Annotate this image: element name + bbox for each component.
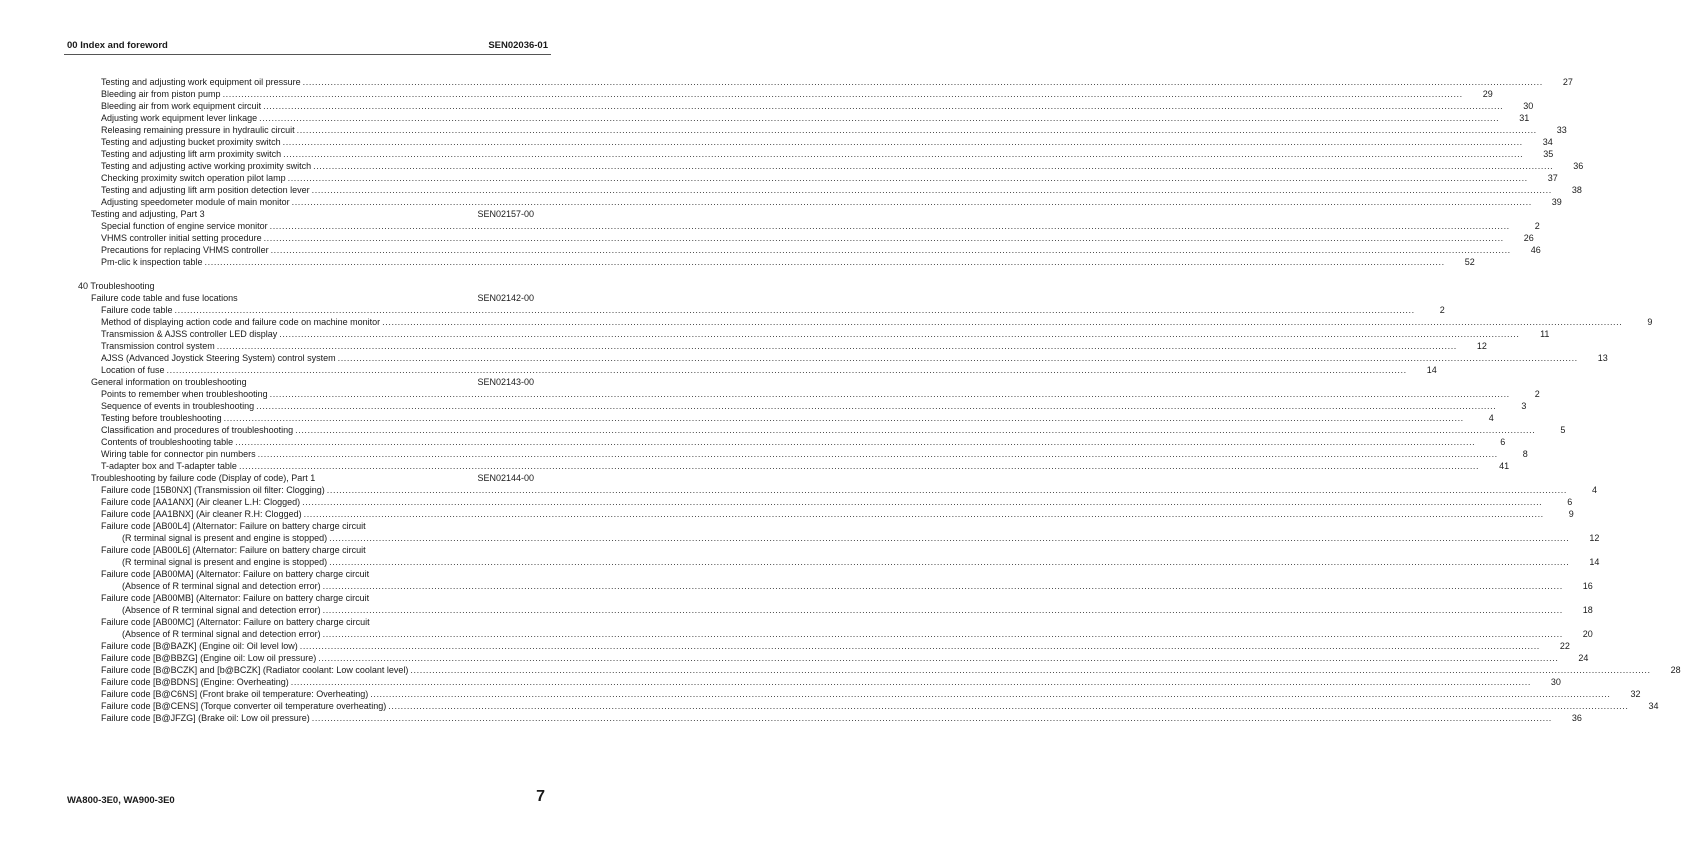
toc-page-number: 27 — [1562, 77, 1573, 87]
toc-leader-dots: ................................................................................................................................................................................................................................................................................................................................................................................................................ — [329, 533, 1570, 543]
toc-entry — [122, 604, 1593, 616]
toc-entry-title: Failure code [AA1BNX] (Air cleaner R.H: Clogged) — [101, 509, 302, 519]
toc-group-code: SEN02157-00 — [477, 209, 534, 219]
toc-leader-dots: ................................................................................................................................................................................................................................................................................................................................................................................................................ — [282, 137, 1523, 147]
toc-entry-title: Classification and procedures of troubleshooting — [101, 425, 294, 435]
toc-leader-dots: ................................................................................................................................................................................................................................................................................................................................................................................................................ — [322, 605, 1563, 615]
toc-entry-title: Failure code [AB00MC] (Alternator: Failure on battery charge circuit — [101, 617, 370, 627]
toc-leader-dots: ................................................................................................................................................................................................................................................................................................................................................................................................................ — [223, 413, 1464, 423]
toc-entry-title: Checking proximity switch operation pilot lamp — [101, 173, 286, 183]
toc-page-number: 3 — [1521, 401, 1527, 411]
toc-entry-title: Failure code [B@BBZG] (Engine oil: Low oil pressure) — [101, 653, 317, 663]
toc-entry — [101, 496, 1573, 508]
toc-leader-dots: ................................................................................................................................................................................................................................................................................................................................................................................................................ — [302, 497, 1543, 507]
toc-entry-title: Failure code [B@BDNS] (Engine: Overheating) — [101, 677, 289, 687]
toc-page-number: 33 — [1556, 125, 1567, 135]
toc-entry — [122, 532, 1600, 544]
toc-entry-title: Failure code [AA1ANX] (Air cleaner L.H: Clogged) — [101, 497, 301, 507]
toc-entry — [101, 184, 1582, 196]
toc-entry — [101, 388, 1540, 400]
toc-group-code: SEN02142-00 — [477, 293, 534, 303]
toc-entry — [101, 424, 1566, 436]
toc-page-number: 14 — [1589, 557, 1600, 567]
toc-entry-line — [101, 592, 534, 604]
toc-page-number: 46 — [1530, 245, 1541, 255]
toc-page-number: 11 — [1540, 329, 1550, 339]
toc-entry-title: Testing and adjusting active working proximity switch — [101, 161, 312, 171]
toc-leader-dots: ................................................................................................................................................................................................................................................................................................................................................................................................................ — [329, 557, 1570, 567]
toc-entry-title: T-adapter box and T-adapter table — [101, 461, 237, 471]
toc-entry-title: Precautions for replacing VHMS controller — [101, 245, 269, 255]
toc-group-title: Failure code table and fuse locations — [91, 293, 238, 303]
toc-leader-dots: ................................................................................................................................................................................................................................................................................................................................................................................................................ — [263, 233, 1504, 243]
toc-group-code: SEN02144-00 — [477, 473, 534, 483]
toc-entry — [101, 340, 1487, 352]
toc-leader-dots: ................................................................................................................................................................................................................................................................................................................................................................................................................ — [370, 689, 1611, 699]
toc-entry — [122, 628, 1593, 640]
toc-entry-title: Adjusting speedometer module of main monitor — [101, 197, 290, 207]
toc-entry — [101, 244, 1541, 256]
toc-entry — [101, 196, 1562, 208]
toc-page-number: 2 — [1534, 221, 1540, 231]
toc-group-heading — [91, 292, 534, 304]
toc-page-number: 30 — [1550, 677, 1561, 687]
toc-entry-title: Testing before troubleshooting — [101, 413, 222, 423]
toc-page-number: 13 — [1597, 353, 1608, 363]
toc-page-number: 37 — [1547, 173, 1558, 183]
toc-entry — [101, 664, 1681, 676]
toc-entry-title: Failure code [AB00L4] (Alternator: Failure on battery charge circuit — [101, 521, 366, 531]
toc-leader-dots: ................................................................................................................................................................................................................................................................................................................................................................................................................ — [263, 101, 1504, 111]
toc-page-number: 24 — [1578, 653, 1589, 663]
toc-entry — [101, 700, 1659, 712]
toc-leader-dots: ................................................................................................................................................................................................................................................................................................................................................................................................................ — [287, 173, 1528, 183]
toc-entry-line — [101, 520, 534, 532]
toc-leader-dots: ................................................................................................................................................................................................................................................................................................................................................................................................................ — [322, 581, 1563, 591]
toc-entry-title: (Absence of R terminal signal and detection error) — [122, 605, 321, 615]
toc-leader-dots: ................................................................................................................................................................................................................................................................................................................................................................................................................ — [174, 305, 1415, 315]
toc-entry — [101, 316, 1653, 328]
toc-page-number: 36 — [1573, 161, 1584, 171]
toc-page-number: 52 — [1464, 257, 1475, 267]
toc-entry-line — [101, 616, 534, 628]
toc-leader-dots: ................................................................................................................................................................................................................................................................................................................................................................................................................ — [313, 161, 1554, 171]
toc-entry — [101, 448, 1528, 460]
toc-entry-title: Bleeding air from piston pump — [101, 89, 221, 99]
toc-entry — [101, 652, 1589, 664]
toc-entry — [101, 400, 1527, 412]
toc-entry — [101, 112, 1530, 124]
toc-leader-dots: ................................................................................................................................................................................................................................................................................................................................................................................................................ — [204, 257, 1445, 267]
footer-model: WA800-3E0, WA900-3E0 — [67, 795, 175, 806]
toc-page-number: 6 — [1567, 497, 1573, 507]
toc-entry-title: Failure code [AB00L6] (Alternator: Failure on battery charge circuit — [101, 545, 366, 555]
toc-page-number: 34 — [1542, 137, 1553, 147]
toc-leader-dots: ................................................................................................................................................................................................................................................................................................................................................................................................................ — [235, 437, 1476, 447]
toc-page-number: 28 — [1670, 665, 1681, 675]
toc-entry-title: Adjusting work equipment lever linkage — [101, 113, 258, 123]
toc-page-number: 30 — [1523, 101, 1534, 111]
toc-entry-title: Method of displaying action code and failure code on machine monitor — [101, 317, 381, 327]
toc-entry-title: (Absence of R terminal signal and detection error) — [122, 629, 321, 639]
toc-page-number: 4 — [1591, 485, 1597, 495]
toc-entry-title: Testing and adjusting lift arm proximity switch — [101, 149, 282, 159]
toc-leader-dots: ................................................................................................................................................................................................................................................................................................................................................................................................................ — [410, 665, 1651, 675]
toc-entry-title: Failure code [B@C6NS] (Front brake oil temperature: Overheating) — [101, 689, 369, 699]
toc-entry-title: AJSS (Advanced Joystick Steering System) control system — [101, 353, 336, 363]
toc-leader-dots: ................................................................................................................................................................................................................................................................................................................................................................................................................ — [256, 401, 1497, 411]
toc-page-number: 9 — [1647, 317, 1653, 327]
toc-page-number: 35 — [1543, 149, 1554, 159]
toc-entry-title: Location of fuse — [101, 365, 165, 375]
toc-entry — [101, 436, 1506, 448]
toc-page-number: 29 — [1482, 89, 1493, 99]
toc-page-number: 2 — [1534, 389, 1540, 399]
toc-leader-dots: ................................................................................................................................................................................................................................................................................................................................................................................................................ — [269, 221, 1510, 231]
toc-leader-dots: ................................................................................................................................................................................................................................................................................................................................................................................................................ — [322, 629, 1563, 639]
toc-entry — [101, 232, 1534, 244]
toc-entry — [101, 136, 1553, 148]
toc-leader-dots: ................................................................................................................................................................................................................................................................................................................................................................................................................ — [290, 677, 1531, 687]
toc-page-number: 32 — [1630, 689, 1641, 699]
toc-entry-title: Bleeding air from work equipment circuit — [101, 101, 262, 111]
toc-page-number: 31 — [1519, 113, 1530, 123]
toc-entry-title: Special function of engine service monitor — [101, 221, 268, 231]
toc-entry-title: Sequence of events in troubleshooting — [101, 401, 255, 411]
toc-leader-dots: ................................................................................................................................................................................................................................................................................................................................................................................................................ — [295, 425, 1536, 435]
toc-entry — [101, 364, 1437, 376]
toc-entry-title: Contents of troubleshooting table — [101, 437, 234, 447]
toc-entry — [101, 688, 1641, 700]
toc-entry-title: Testing and adjusting bucket proximity switch — [101, 137, 281, 147]
toc-entry-title: (R terminal signal is present and engine is stopped) — [122, 557, 328, 567]
toc-entry — [101, 712, 1582, 724]
toc-leader-dots: ................................................................................................................................................................................................................................................................................................................................................................................................................ — [311, 713, 1552, 723]
toc-entry — [101, 220, 1540, 232]
toc-page-number: 39 — [1551, 197, 1562, 207]
toc-leader-dots: ................................................................................................................................................................................................................................................................................................................................................................................................................ — [299, 641, 1540, 651]
toc-entry-title: Failure code [B@JFZG] (Brake oil: Low oil pressure) — [101, 713, 310, 723]
toc-page-number: 36 — [1571, 713, 1582, 723]
header-divider — [64, 54, 551, 55]
toc-leader-dots: ................................................................................................................................................................................................................................................................................................................................................................................................................ — [270, 245, 1511, 255]
toc-leader-dots: ................................................................................................................................................................................................................................................................................................................................................................................................................ — [337, 353, 1578, 363]
toc-entry-title: Failure code [B@CENS] (Torque converter oil temperature overheating) — [101, 701, 387, 711]
toc-leader-dots: ................................................................................................................................................................................................................................................................................................................................................................................................................ — [388, 701, 1629, 711]
toc-leader-dots: ................................................................................................................................................................................................................................................................................................................................................................................................................ — [166, 365, 1407, 375]
toc-spacer — [101, 268, 534, 280]
toc-leader-dots: ................................................................................................................................................................................................................................................................................................................................................................................................................ — [382, 317, 1623, 327]
toc-leader-dots: ................................................................................................................................................................................................................................................................................................................................................................................................................ — [222, 89, 1463, 99]
toc-entry-title: Transmission control system — [101, 341, 215, 351]
toc-entry-title: Failure code [AB00MA] (Alternator: Failure on battery charge circuit — [101, 569, 370, 579]
toc-page-number: 2 — [1439, 305, 1445, 315]
toc-entry — [101, 412, 1494, 424]
toc-page-number: 4 — [1488, 413, 1494, 423]
toc-leader-dots: ................................................................................................................................................................................................................................................................................................................................................................................................................ — [257, 449, 1498, 459]
toc-entry-title: Failure code table — [101, 305, 173, 315]
toc-entry — [101, 484, 1597, 496]
toc-leader-dots: ................................................................................................................................................................................................................................................................................................................................................................................................................ — [269, 389, 1510, 399]
toc-leader-dots: ................................................................................................................................................................................................................................................................................................................................................................................................................ — [238, 461, 1480, 471]
toc-page-number: 16 — [1582, 581, 1593, 591]
toc-leader-dots: ................................................................................................................................................................................................................................................................................................................................................................................................................ — [326, 485, 1567, 495]
toc-leader-dots: ................................................................................................................................................................................................................................................................................................................................................................................................................ — [291, 197, 1532, 207]
header-chapter: 00 Index and foreword — [67, 40, 168, 51]
toc-page-number: 12 — [1589, 533, 1600, 543]
toc-entry-title: Failure code [15B0NX] (Transmission oil filter: Clogging) — [101, 485, 325, 495]
toc-entry — [101, 508, 1574, 520]
toc-group-title: Testing and adjusting, Part 3 — [91, 209, 205, 219]
toc-entry — [101, 328, 1550, 340]
toc-group-code: SEN02143-00 — [477, 377, 534, 387]
toc-entry — [101, 124, 1567, 136]
toc-leader-dots: ................................................................................................................................................................................................................................................................................................................................................................................................................ — [303, 509, 1544, 519]
toc-group-heading — [91, 472, 534, 484]
toc-page-number: 18 — [1582, 605, 1593, 615]
toc-entry — [101, 100, 1534, 112]
toc-entry — [101, 640, 1570, 652]
toc-page-number: 41 — [1499, 461, 1510, 471]
toc-page-number: 6 — [1500, 437, 1506, 447]
toc-entry-title: Wiring table for connector pin numbers — [101, 449, 256, 459]
toc-entry — [101, 676, 1561, 688]
toc-entry-title: Transmission & AJSS controller LED display — [101, 329, 278, 339]
toc-entry — [101, 88, 1493, 100]
toc-leader-dots: ................................................................................................................................................................................................................................................................................................................................................................................................................ — [296, 125, 1537, 135]
toc-entry — [101, 304, 1445, 316]
toc-leader-dots: ................................................................................................................................................................................................................................................................................................................................................................................................................ — [279, 329, 1520, 339]
toc-entry-title: (Absence of R terminal signal and detection error) — [122, 581, 321, 591]
toc-entry — [122, 556, 1600, 568]
footer-page-number: 7 — [536, 788, 545, 805]
toc-entry-title: Failure code [B@BCZK] and [b@BCZK] (Radiator coolant: Low coolant level) — [101, 665, 409, 675]
toc-entry-title: (R terminal signal is present and engine is stopped) — [122, 533, 328, 543]
toc-leader-dots: ................................................................................................................................................................................................................................................................................................................................................................................................................ — [283, 149, 1524, 159]
toc-leader-dots: ................................................................................................................................................................................................................................................................................................................................................................................................................ — [216, 341, 1457, 351]
toc-entry — [101, 256, 1475, 268]
toc-page-number: 22 — [1559, 641, 1570, 651]
toc-entry-title: Failure code [AB00MB] (Alternator: Failure on battery charge circuit — [101, 593, 370, 603]
toc-page-number: 9 — [1568, 509, 1574, 519]
toc-entry-title: Releasing remaining pressure in hydraulic circuit — [101, 125, 295, 135]
toc-group-heading — [91, 208, 534, 220]
toc-page-number: 20 — [1582, 629, 1593, 639]
toc-entry-line — [101, 544, 534, 556]
toc-group-title: Troubleshooting by failure code (Display of code), Part 1 — [91, 473, 316, 483]
toc-entry-title: Points to remember when troubleshooting — [101, 389, 268, 399]
toc-entry — [101, 160, 1584, 172]
toc-entry — [101, 460, 1510, 472]
toc-entry — [101, 76, 1573, 88]
toc-page-number: 14 — [1426, 365, 1437, 375]
toc-page-number: 38 — [1571, 185, 1582, 195]
toc-entry-title: Pm-clic k inspection table — [101, 257, 203, 267]
toc-entry — [101, 352, 1608, 364]
toc-entry-title: Failure code [B@BAZK] (Engine oil: Oil level low) — [101, 641, 298, 651]
toc-entry-title: VHMS controller initial setting procedure — [101, 233, 262, 243]
toc-group-title: General information on troubleshooting — [91, 377, 247, 387]
toc-entry-title: Testing and adjusting work equipment oil pressure — [101, 77, 301, 87]
toc-page-number: 5 — [1560, 425, 1566, 435]
toc-section-heading — [78, 280, 534, 292]
toc-leader-dots: ................................................................................................................................................................................................................................................................................................................................................................................................................ — [302, 77, 1543, 87]
toc-entry — [101, 148, 1554, 160]
toc-entry — [101, 172, 1558, 184]
toc-entry-title: Testing and adjusting lift arm position detection lever — [101, 185, 310, 195]
toc-entry-line — [101, 568, 534, 580]
header-document-code: SEN02036-01 — [488, 40, 548, 51]
toc-entry — [122, 580, 1593, 592]
toc-leader-dots: ................................................................................................................................................................................................................................................................................................................................................................................................................ — [259, 113, 1500, 123]
toc-page-number: 12 — [1476, 341, 1487, 351]
toc-page-number: 8 — [1522, 449, 1528, 459]
toc-group-heading — [91, 376, 534, 388]
toc-leader-dots: ................................................................................................................................................................................................................................................................................................................................................................................................................ — [311, 185, 1552, 195]
toc-page-number: 34 — [1648, 701, 1659, 711]
toc-leader-dots: ................................................................................................................................................................................................................................................................................................................................................................................................................ — [318, 653, 1559, 663]
toc-section-title: 40 Troubleshooting — [78, 281, 155, 291]
toc-page-number: 26 — [1523, 233, 1534, 243]
